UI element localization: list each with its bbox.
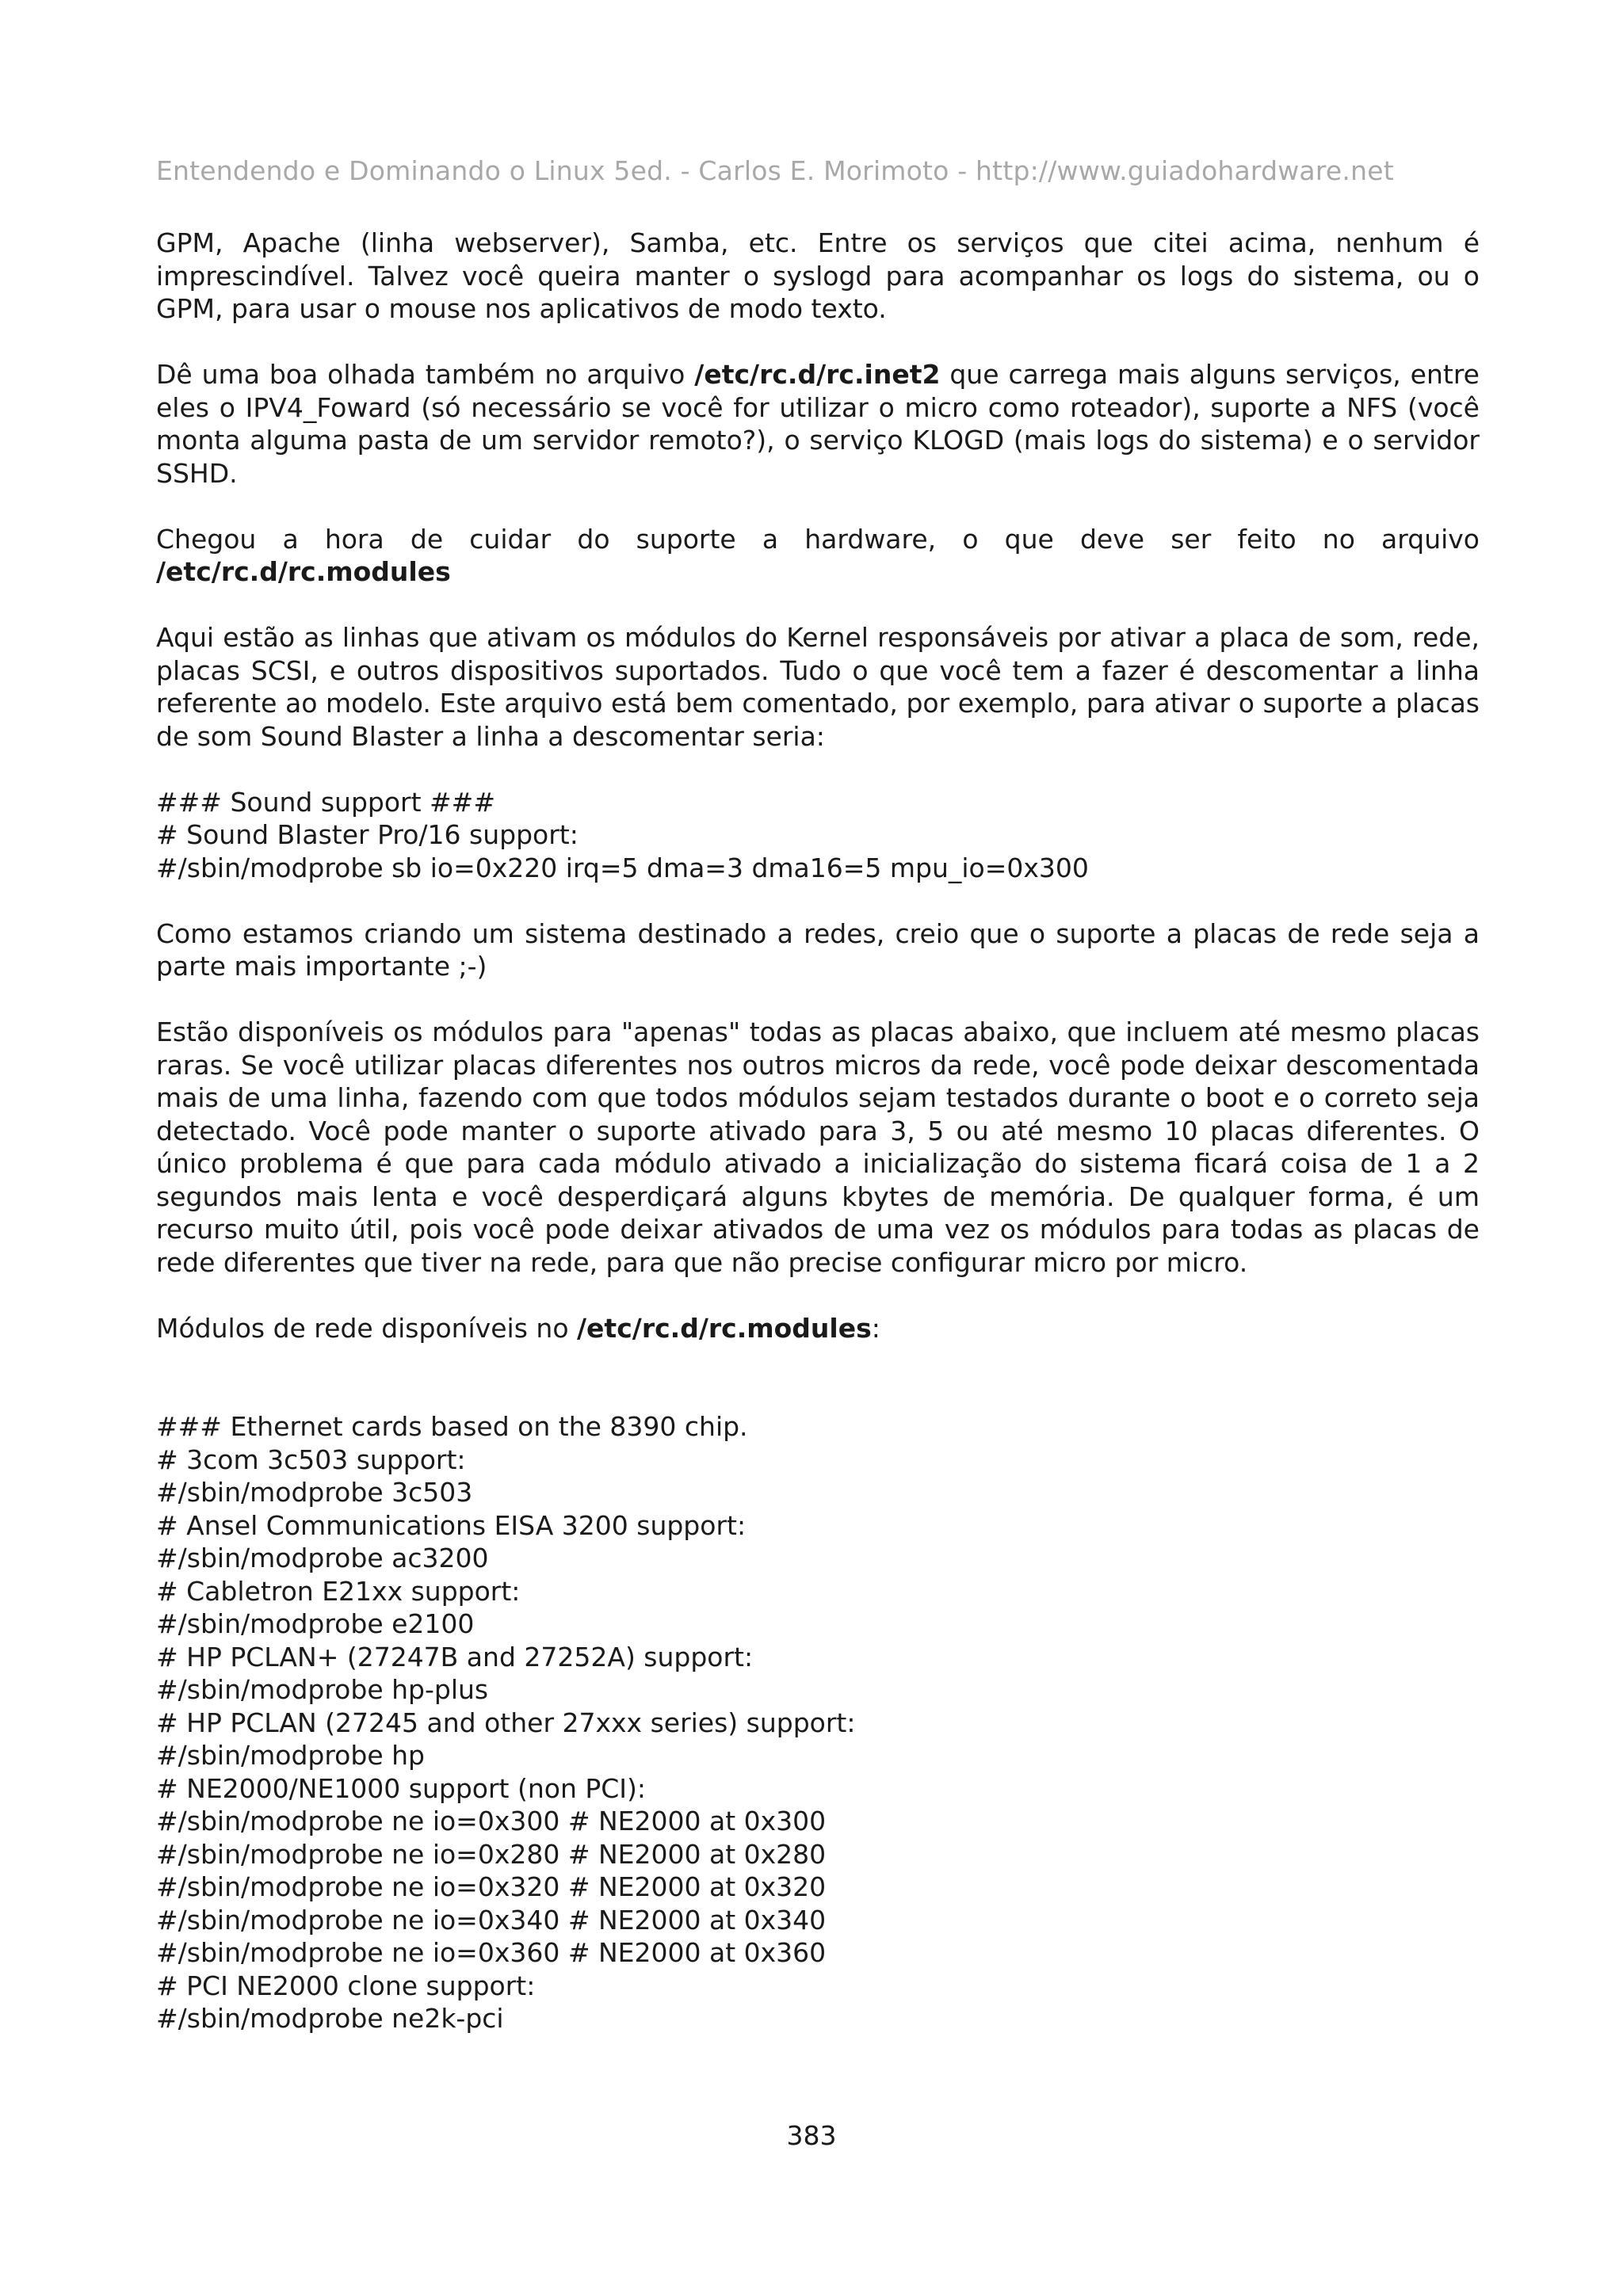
- sound-support-code: [156, 786, 1480, 885]
- code-line: #/sbin/modprobe ne io=0x360 # NE2000 at 0x360: [156, 1937, 827, 1968]
- paragraph-text: Chegou a hora de cuidar do suporte a hardware, o que deve ser feito no arquivo: [156, 523, 1480, 555]
- running-header: Entendendo e Dominando o Linux 5ed. - Carlos E. Morimoto - http://www.guiadohardware.net: [156, 155, 1394, 186]
- code-line: # PCI NE2000 clone support:: [156, 1970, 536, 2001]
- file-path-rc-modules: /etc/rc.d/rc.modules: [156, 556, 451, 587]
- page-number: 383: [786, 2120, 837, 2151]
- page-body: [156, 227, 1480, 2068]
- paragraph-available-modules: Estão disponíveis os módulos para "apenas" todas as placas abaixo, que incluem até mesmo placas raras. Se você utilizar placas diferentes nos outros micros da rede, você pode deixar descomentada mais de uma linha, fazendo com que todos módulos sejam testados durante o boot e o correto seja detectado. Você pode manter o suporte ativado para 3, 5 ou até mesmo 10 placas diferentes. O único problema é que para cada módulo ativado a inicialização do sistema ficará coisa de 1 a 2 segundos mais lenta e você desperdiçará alguns kbytes de memória. De qualquer forma, é um recurso muito útil, pois você pode deixar ativados de uma vez os módulos para todas as placas de rede diferentes que tiver na rede, para que não precise configurar micro por micro.: [156, 1016, 1480, 1278]
- code-line: #/sbin/modprobe ne io=0x320 # NE2000 at 0x320: [156, 1871, 827, 1902]
- paragraph-rc-inet2: [156, 358, 1480, 490]
- code-line: #/sbin/modprobe ne io=0x300 # NE2000 at 0x300: [156, 1806, 827, 1836]
- code-line: #/sbin/modprobe ne io=0x340 # NE2000 at 0x340: [156, 1904, 827, 1936]
- code-line: #/sbin/modprobe hp-plus: [156, 1674, 489, 1705]
- code-line: # Sound Blaster Pro/16 support:: [156, 819, 579, 850]
- code-line: #/sbin/modprobe 3c503: [156, 1477, 473, 1508]
- code-line: # Ansel Communications EISA 3200 support:: [156, 1509, 747, 1541]
- spacer: [156, 1378, 1480, 1411]
- code-line: # HP PCLAN (27245 and other 27xxx series) support:: [156, 1707, 856, 1738]
- network-modules-code: [156, 1410, 1480, 2035]
- code-line: # Cabletron E21xx support:: [156, 1575, 521, 1607]
- paragraph-services: GPM, Apache (linha webserver), Samba, etc. Entre os serviços que citei acima, nenhum é imprescindível. Talvez você queira manter o syslogd para acompanhar os logs do sistema, ou o GPM, para usar o mouse nos aplicativos de modo texto.: [156, 227, 1480, 324]
- code-line: #/sbin/modprobe ne2k-pci: [156, 2003, 504, 2034]
- code-line: #/sbin/modprobe sb io=0x220 irq=5 dma=3 dma16=5 mpu_io=0x300: [156, 852, 1089, 883]
- code-line: ### Sound support ###: [156, 786, 495, 818]
- paragraph-hardware-support: [156, 523, 1480, 589]
- code-line: #/sbin/modprobe hp: [156, 1740, 425, 1771]
- code-line: # NE2000/NE1000 support (non PCI):: [156, 1772, 647, 1804]
- paragraph-network-modules-intro: [156, 1312, 1480, 1345]
- code-line: ### Ethernet cards based on the 8390 chip.: [156, 1411, 748, 1442]
- paragraph-kernel-modules: Aqui estão as linhas que ativam os módulos do Kernel responsáveis por ativar a placa de som, rede, placas SCSI, e outros dispositivos suportados. Tudo o que você tem a fazer é descomentar a linha referente ao modelo. Este arquivo está bem comentado, por exemplo, para ativar o suporte a placas de som Sound Blaster a linha a descomentar seria:: [156, 622, 1480, 752]
- code-line: #/sbin/modprobe ac3200: [156, 1543, 489, 1573]
- code-line: # HP PCLAN+ (27247B and 27252A) support:: [156, 1641, 754, 1672]
- paragraph-network-cards: Como estamos criando um sistema destinado a redes, creio que o suporte a placas de rede seja a parte mais importante ;-): [156, 917, 1480, 982]
- paragraph-text: Dê uma boa olhada também no arquivo: [156, 359, 695, 390]
- file-path-rc-modules: /etc/rc.d/rc.modules: [577, 1312, 872, 1344]
- file-path-rc-inet2: /etc/rc.d/rc.inet2: [694, 359, 941, 390]
- paragraph-text: Módulos de rede disponíveis no: [156, 1312, 577, 1344]
- paragraph-text: :: [871, 1312, 880, 1344]
- paragraph-text: que carrega mais alguns serviços, entre eles o IPV4_Foward (só necessário se você for utilizar o micro como roteador), suporte a NFS (você monta alguma pasta de um servidor remoto?), o serviço KLOGD (mais logs do sistema) e o servidor SSHD.: [156, 359, 1480, 489]
- code-line: #/sbin/modprobe ne io=0x280 # NE2000 at 0x280: [156, 1838, 827, 1870]
- code-line: # 3com 3c503 support:: [156, 1444, 466, 1475]
- code-line: #/sbin/modprobe e2100: [156, 1608, 475, 1639]
